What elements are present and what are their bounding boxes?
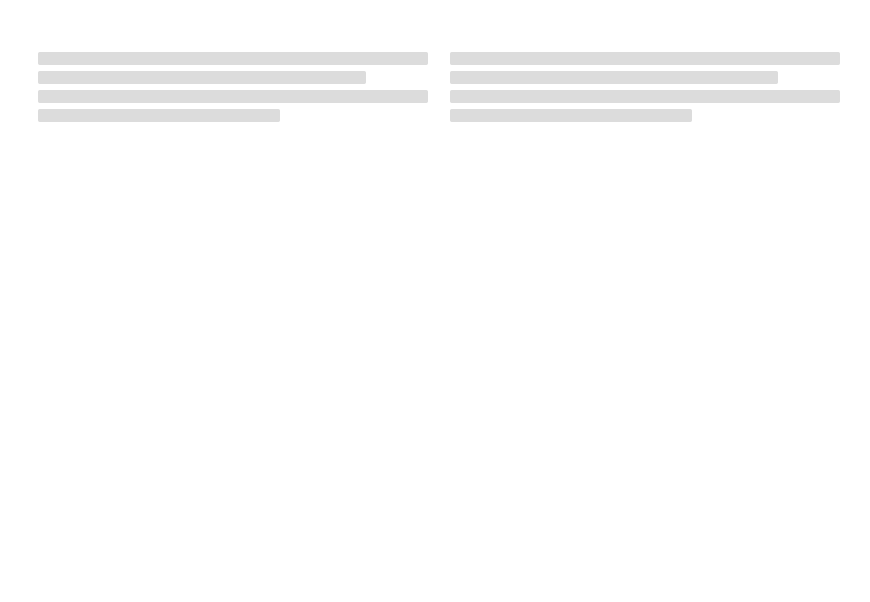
text-line (38, 90, 428, 103)
right-text-column (450, 52, 840, 128)
text-line (38, 71, 366, 84)
text-line (38, 52, 428, 65)
text-line (38, 109, 280, 122)
text-line (450, 71, 778, 84)
text-line (450, 109, 692, 122)
text-line (450, 52, 840, 65)
text-line (450, 90, 840, 103)
left-text-column (38, 52, 428, 128)
